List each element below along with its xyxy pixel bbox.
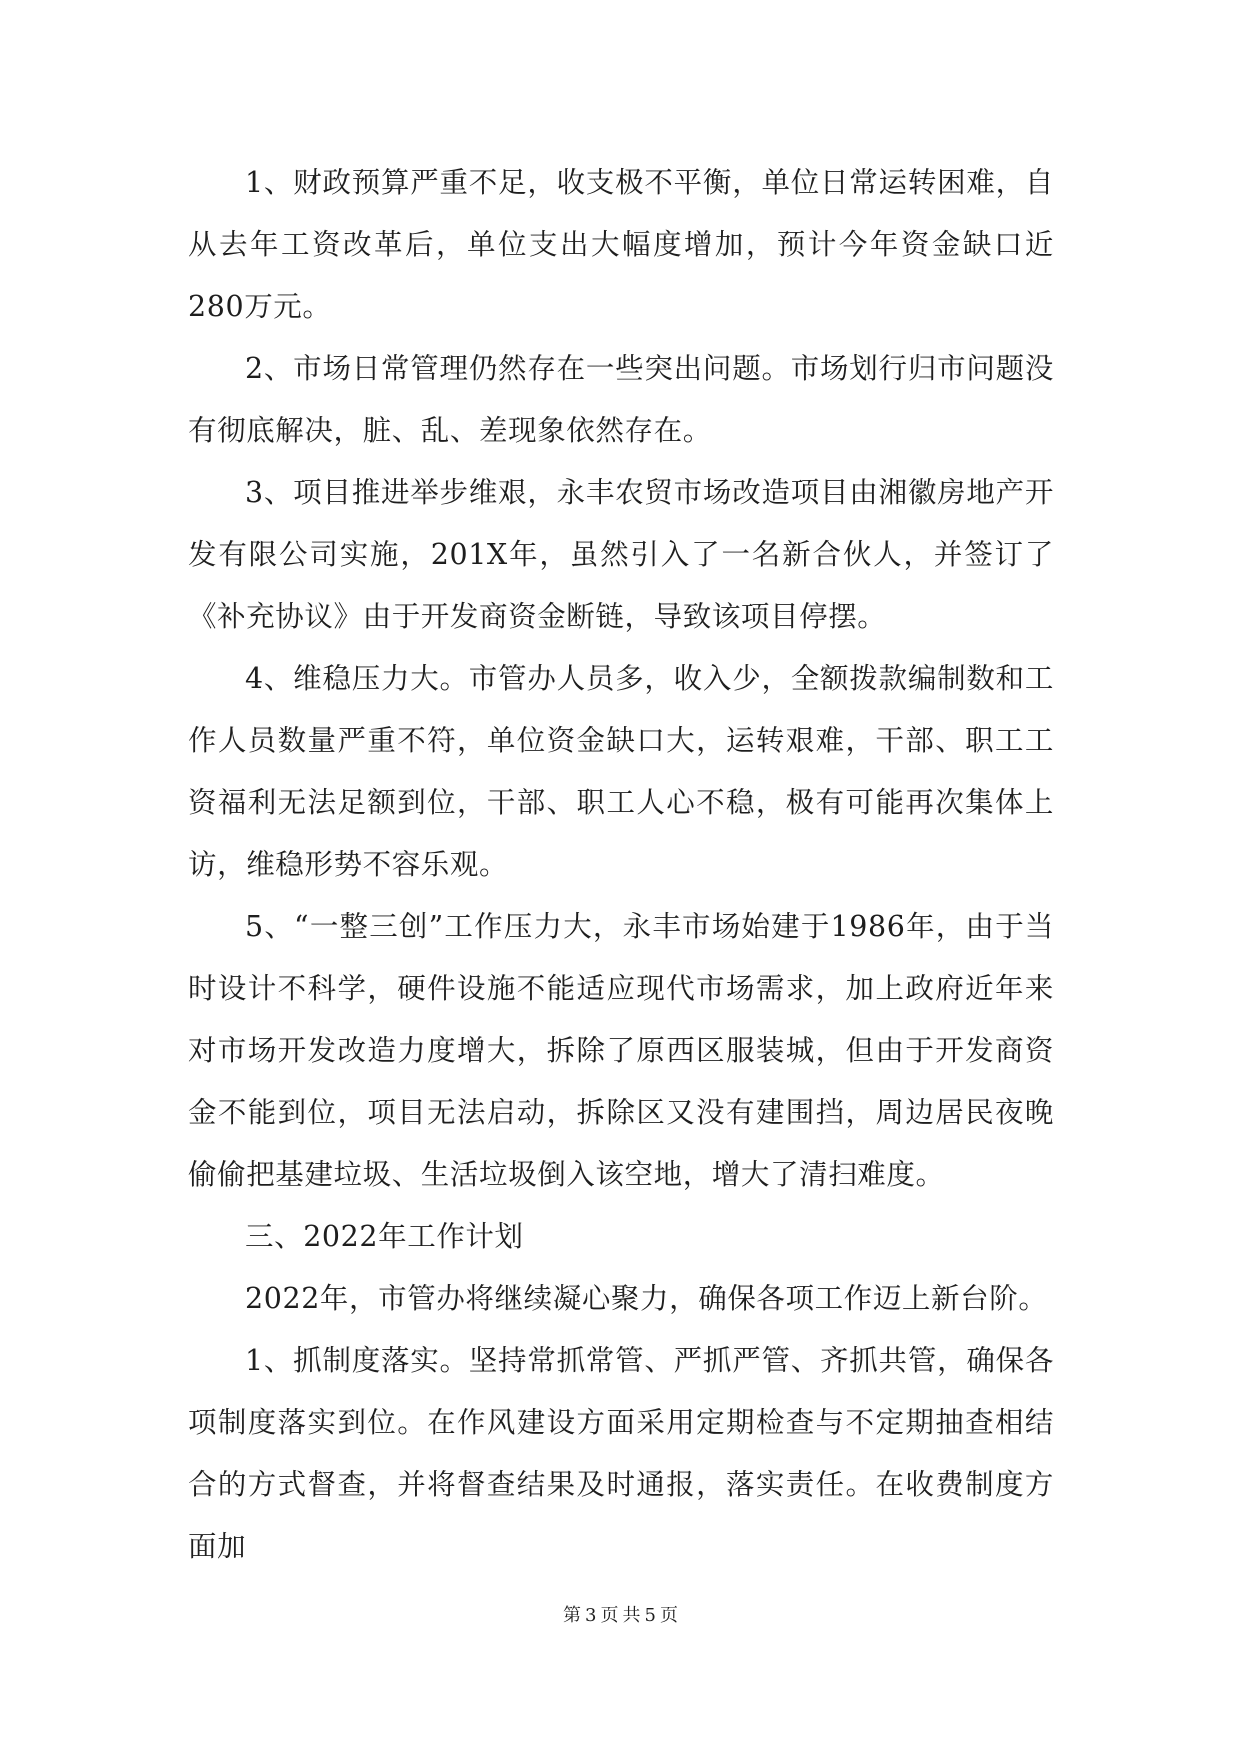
document-body (188, 152, 1054, 1578)
footer-page-word: 页 (600, 1605, 619, 1626)
paragraph-issue-4: 4、维稳压力大。市管办人员多，收入少，全额拨款编制数和工作人员数量严重不符，单位资金缺口大，运转艰难，干部、职工工资福利无法足额到位，干部、职工人心不稳，极有可能再次集体上访，维稳形势不容乐观。 (188, 662, 1054, 881)
paragraph-issue-1: 1、财政预算严重不足，收支极不平衡，单位日常运转困难，自从去年工资改革后，单位支出大幅度增加，预计今年资金缺口近280万元。 (188, 166, 1054, 323)
footer-current-page: 3 (585, 1605, 597, 1626)
paragraph-issue-3: 3、项目推进举步维艰，永丰农贸市场改造项目由湘徽房地产开发有限公司实施，201X年，虽然引入了一名新合伙人，并签订了《补充协议》由于开发商资金断链，导致该项目停摆。 (188, 476, 1054, 633)
page-number-footer (0, 1604, 1241, 1628)
paragraph-plan-intro: 2022年，市管办将继续凝心聚力，确保各项工作迈上新台阶。 (245, 1282, 1048, 1315)
footer-suffix: 页 (659, 1605, 678, 1626)
section-heading-work-plan: 三、2022年工作计划 (245, 1220, 524, 1253)
paragraph-issue-2: 2、市场日常管理仍然存在一些突出问题。市场划行归市问题没有彻底解决，脏、乱、差现象依然存在。 (188, 352, 1054, 447)
paragraph-plan-1: 1、抓制度落实。坚持常抓常管、严抓严管、齐抓共管，确保各项制度落实到位。在作风建设方面采用定期检查与不定期抽查相结合的方式督查，并将督查结果及时通报，落实责任。在收费制度方面加 (188, 1344, 1054, 1563)
footer-total-pages: 5 (644, 1605, 656, 1626)
footer-prefix: 第 (563, 1605, 582, 1626)
footer-total-prefix: 共 (622, 1605, 641, 1626)
paragraph-issue-5: 5、“一整三创”工作压力大，永丰市场始建于1986年，由于当时设计不科学，硬件设施不能适应现代市场需求，加上政府近年来对市场开发改造力度增大，拆除了原西区服装城，但由于开发商资金不能到位，项目无法启动，拆除区又没有建围挡，周边居民夜晚偷偷把基建垃圾、生活垃圾倒入该空地，增大了清扫难度。 (188, 910, 1054, 1191)
